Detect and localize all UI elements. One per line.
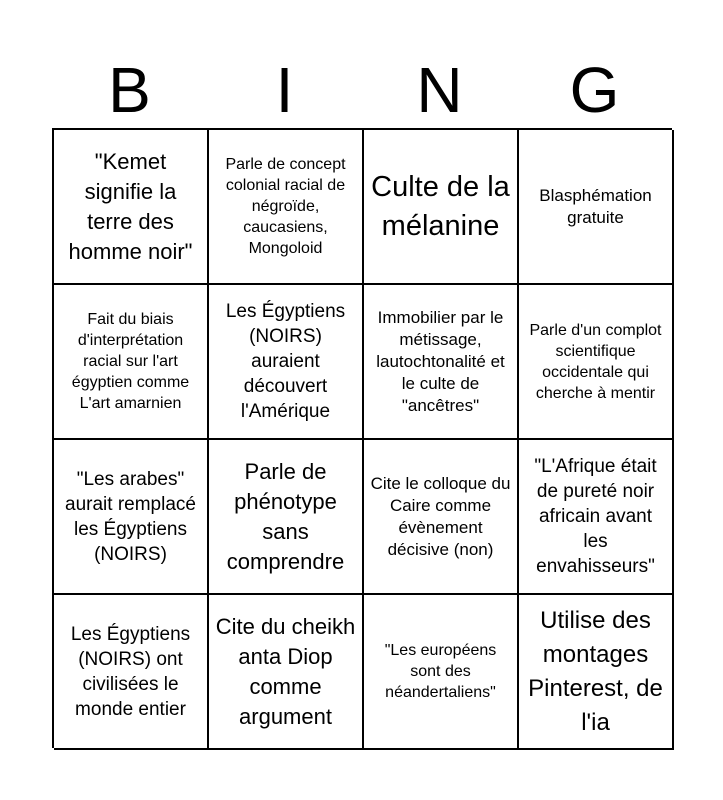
bingo-cell-text: Cite le colloque du Caire comme évènement décisive (non) — [370, 473, 511, 559]
bingo-cell-text: "Les européens sont des néandertaliens" — [384, 642, 497, 701]
bingo-cell[interactable] — [364, 130, 519, 285]
bingo-cell[interactable] — [209, 130, 364, 285]
bingo-cell-text: "Les arabes" aurait remplacé les Égyptiens (NOIRS) — [65, 468, 196, 565]
bingo-cell[interactable] — [209, 595, 364, 750]
bingo-cell-text: Utilise des montages Pinterest, de l'ia — [528, 606, 663, 736]
header-letter-b: B — [108, 54, 151, 126]
bingo-cell-text: Culte de la mélanine — [371, 170, 510, 242]
bingo-cell[interactable] — [519, 285, 674, 440]
bingo-cell[interactable] — [209, 285, 364, 440]
bingo-cell[interactable] — [364, 285, 519, 440]
bingo-cell[interactable] — [519, 595, 674, 750]
bingo-cell[interactable] — [54, 130, 209, 285]
bingo-cell[interactable] — [54, 440, 209, 595]
bingo-cell-text: Cite du cheikh anta Diop comme argument — [215, 613, 356, 729]
header-letter-n: N — [416, 54, 463, 126]
bingo-cell[interactable] — [364, 595, 519, 750]
bingo-cell-text: Parle de concept colonial racial de négroïde, caucasiens, Mongoloid — [225, 156, 346, 257]
bingo-cell[interactable] — [519, 130, 674, 285]
bingo-cell-text: "Kemet signifie la terre des homme noir" — [68, 148, 193, 264]
bingo-cell[interactable] — [364, 440, 519, 595]
bingo-header — [52, 52, 672, 128]
bingo-cell-text: Parle d'un complot scientifique occidentale qui cherche à mentir — [529, 321, 662, 402]
bingo-cell[interactable] — [54, 595, 209, 750]
bingo-cell[interactable] — [519, 440, 674, 595]
bingo-cell-text: "L'Afrique était de pureté noir africain avant les envahisseurs" — [534, 456, 657, 577]
bingo-cell[interactable] — [209, 440, 364, 595]
header-letter-g: G — [569, 54, 620, 126]
bingo-cell[interactable] — [54, 285, 209, 440]
bingo-cell-text: Les Égyptiens (NOIRS) ont civilisées le monde entier — [70, 623, 191, 720]
bingo-cell-text: Blasphémation gratuite — [539, 185, 652, 227]
bingo-grid — [52, 128, 672, 748]
bingo-cell-text: Les Égyptiens (NOIRS) auraient découvert l'Amérique — [225, 301, 346, 422]
bingo-cell-text: Parle de phénotype sans comprendre — [226, 458, 345, 574]
bingo-cell-text: Fait du biais d'interprétation racial sur l'art égyptien comme L'art amarnien — [71, 311, 190, 412]
bingo-cell-text: Immobilier par le métissage, lautochtonalité et le culte de "ancêtres" — [376, 307, 505, 415]
header-letter-i: I — [275, 54, 294, 126]
